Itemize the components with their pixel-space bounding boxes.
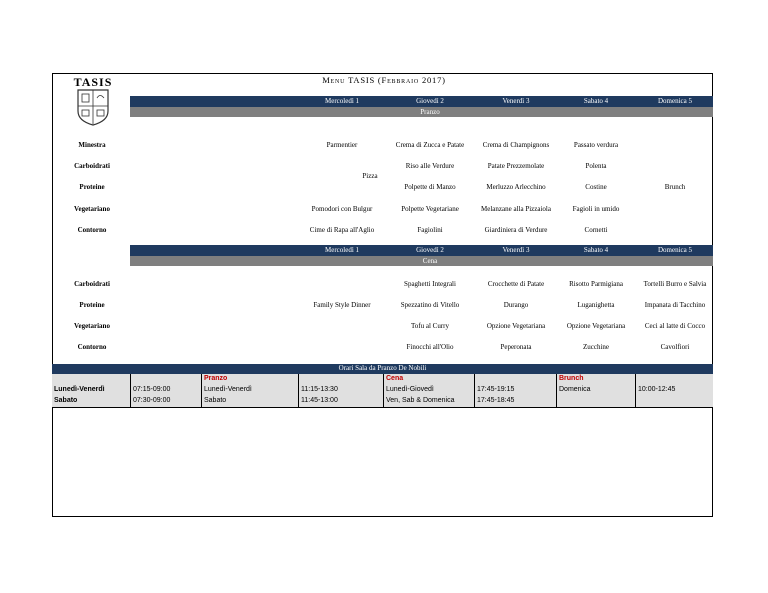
dinner-subheader bbox=[130, 256, 713, 266]
hours-day: Lunedì-Giovedì bbox=[386, 386, 434, 393]
menu-cell: Giardiniera di Verdure bbox=[484, 226, 548, 234]
hours-time: 17:45-18:45 bbox=[477, 397, 515, 404]
menu-cell: Polenta bbox=[585, 162, 607, 170]
day-header: Sabato 4 bbox=[583, 97, 609, 105]
day-header: Giovedì 2 bbox=[416, 97, 444, 105]
lunch-subheader bbox=[130, 107, 713, 117]
hours-time: 07:30-09:00 bbox=[133, 397, 171, 404]
row-label: Vegetariano bbox=[74, 205, 110, 213]
menu-cell: Riso alle Verdure bbox=[405, 162, 455, 170]
menu-cell: Merluzzo Arlecchino bbox=[486, 183, 546, 191]
hours-time: 10:00-12:45 bbox=[638, 386, 676, 393]
menu-cell: Impanata di Tacchino bbox=[644, 301, 706, 309]
day-header: Giovedì 2 bbox=[416, 246, 444, 254]
row-label: Carboidrati bbox=[74, 280, 110, 288]
menu-cell: Crocchette di Patate bbox=[487, 280, 545, 288]
menu-cell: Crema di Zucca e Patate bbox=[395, 141, 465, 149]
day-header: Sabato 4 bbox=[583, 246, 609, 254]
menu-cell: Cornetti bbox=[584, 226, 608, 234]
hours-divider bbox=[383, 374, 384, 407]
row-label: Contorno bbox=[77, 226, 107, 234]
hours-divider bbox=[635, 374, 636, 407]
menu-frame bbox=[52, 73, 713, 517]
hours-divider bbox=[130, 374, 131, 407]
day-header: Mercoledì 1 bbox=[324, 246, 360, 254]
menu-cell: Tortelli Burro e Salvia bbox=[643, 280, 707, 288]
hours-cena-label: Cena bbox=[386, 375, 404, 382]
menu-cell: Fagiolini bbox=[417, 226, 443, 234]
menu-cell: Cime di Rapa all'Aglio bbox=[309, 226, 375, 234]
menu-cell: Peperonata bbox=[500, 343, 532, 351]
menu-cell: Melanzane alla Pizzaiola bbox=[481, 205, 551, 213]
row-label: Minestra bbox=[78, 141, 106, 149]
menu-cell: Fagioli in umido bbox=[572, 205, 620, 213]
menu-cell: Durango bbox=[503, 301, 529, 309]
row-label: Carboidrati bbox=[74, 162, 110, 170]
row-label: Contorno bbox=[77, 343, 107, 351]
menu-cell: Spaghetti Integrali bbox=[404, 280, 456, 288]
menu-cell: Family Style Dinner bbox=[313, 301, 371, 309]
hours-header bbox=[52, 364, 713, 374]
menu-cell: Luganighetta bbox=[577, 301, 615, 309]
menu-cell: Opzione Vegetariana bbox=[486, 322, 546, 330]
hours-time: 11:15-13:30 bbox=[301, 386, 338, 393]
meal-label: Pranzo bbox=[420, 108, 440, 116]
lunch-days-header bbox=[130, 96, 713, 107]
menu-cell: Risotto Parmigiana bbox=[569, 280, 623, 288]
logo-text: TASIS bbox=[73, 75, 113, 89]
menu-cell: Parmentier bbox=[326, 141, 358, 149]
menu-cell: Pizza bbox=[362, 172, 378, 180]
dinner-days-header bbox=[130, 245, 713, 256]
meal-label: Cena bbox=[422, 257, 438, 265]
hours-day: Ven, Sab & Domenica bbox=[386, 397, 455, 404]
menu-cell: Cavolfiori bbox=[660, 343, 690, 351]
hours-divider bbox=[201, 374, 202, 407]
menu-cell: Passato verdura bbox=[573, 141, 619, 149]
hours-day: Domenica bbox=[559, 386, 591, 393]
hours-day: Lunedì-Venerdì bbox=[204, 386, 252, 393]
row-label: Proteine bbox=[79, 183, 105, 191]
hours-time: 07:15-09:00 bbox=[133, 386, 171, 393]
menu-cell: Ceci al latte di Cocco bbox=[644, 322, 706, 330]
menu-cell: Tofu al Curry bbox=[410, 322, 450, 330]
day-header: Domenica 5 bbox=[657, 97, 693, 105]
menu-cell: Opzione Vegetariana bbox=[566, 322, 626, 330]
menu-cell: Polpette di Manzo bbox=[404, 183, 456, 191]
tasis-logo bbox=[66, 75, 120, 127]
menu-cell: Finocchi all'Olio bbox=[406, 343, 454, 351]
hours-divider bbox=[474, 374, 475, 407]
hours-divider bbox=[298, 374, 299, 407]
menu-cell: Zucchine bbox=[582, 343, 610, 351]
menu-cell: Costine bbox=[585, 183, 607, 191]
hours-day: Lunedì-Venerdì bbox=[54, 386, 105, 393]
menu-cell: Crema di Champignons bbox=[482, 141, 550, 149]
hours-brunch-label: Brunch bbox=[559, 375, 584, 382]
day-header: Mercoledì 1 bbox=[324, 97, 360, 105]
menu-cell: Pomodori con Bulgur bbox=[311, 205, 373, 213]
hours-title: Orari Sala da Pranzo De Nobili bbox=[338, 364, 427, 372]
row-label: Proteine bbox=[79, 301, 105, 309]
hours-pranzo-label: Pranzo bbox=[204, 375, 228, 382]
hours-day: Sabato bbox=[54, 397, 78, 404]
day-header: Venerdì 3 bbox=[502, 246, 530, 254]
hours-time: 17:45-19:15 bbox=[477, 386, 515, 393]
menu-cell: Polpette Vegetariane bbox=[401, 205, 459, 213]
menu-cell: Brunch bbox=[664, 183, 686, 191]
day-header: Venerdì 3 bbox=[502, 97, 530, 105]
day-header: Domenica 5 bbox=[657, 246, 693, 254]
page-title: Menu TASIS (Febbraio 2017) bbox=[322, 75, 446, 85]
menu-cell: Spezzatino di Vitello bbox=[400, 301, 460, 309]
menu-cell: Patate Prezzemolate bbox=[487, 162, 545, 170]
crest-icon bbox=[66, 75, 120, 127]
hours-time: 11:45-13:00 bbox=[301, 397, 338, 404]
hours-day: Sabato bbox=[204, 397, 227, 404]
hours-divider bbox=[556, 374, 557, 407]
row-label: Vegetariano bbox=[74, 322, 110, 330]
